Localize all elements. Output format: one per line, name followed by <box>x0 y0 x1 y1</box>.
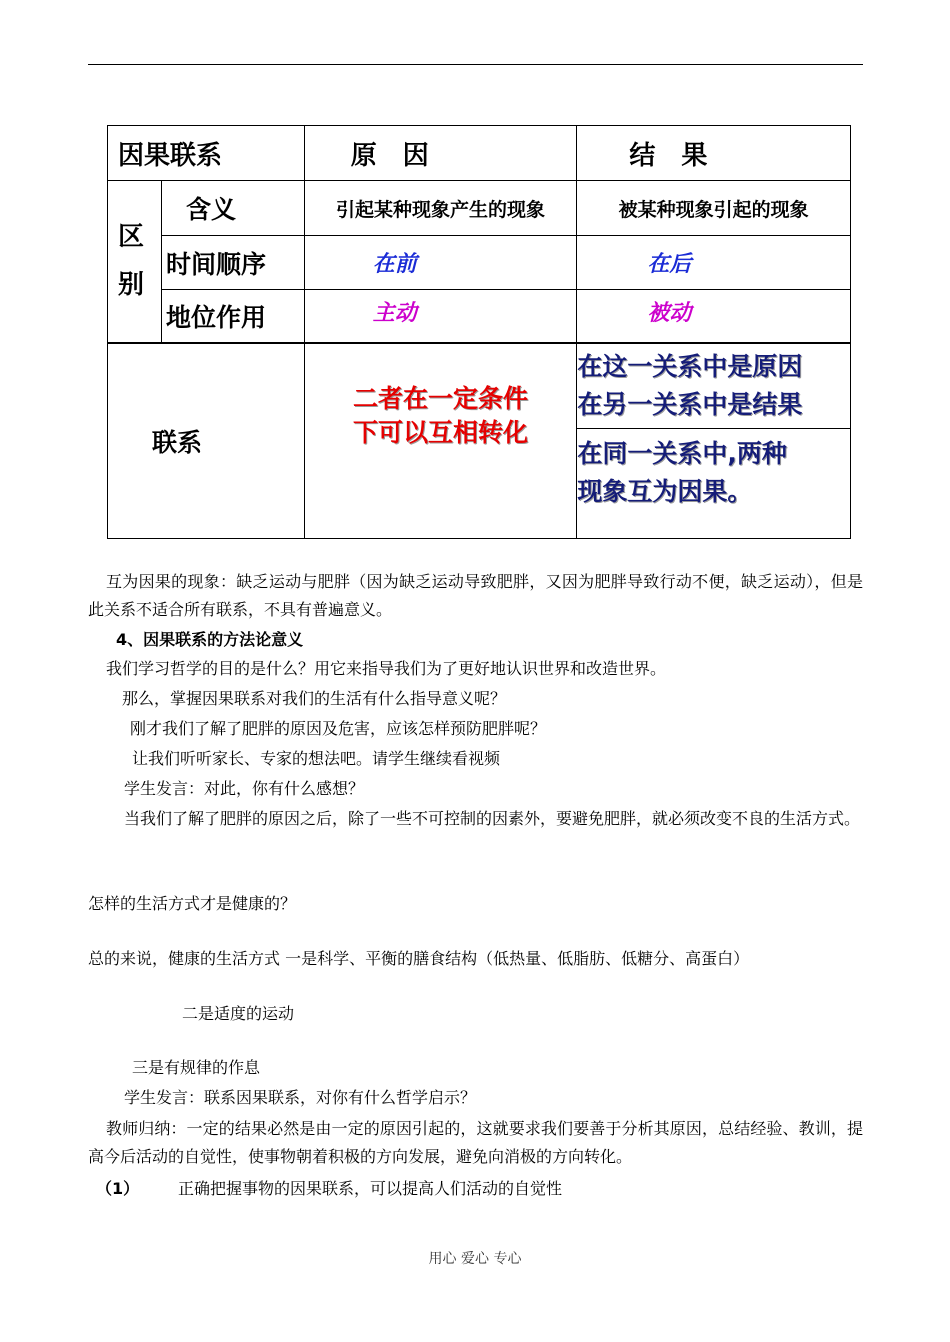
link-label: 联系 <box>108 343 305 539</box>
header-effect: 结 果 <box>577 126 851 181</box>
link-right-top-line-2: 在另一关系中是结果 <box>577 389 803 419</box>
link-right-bottom-line-1: 在同一关系中,两种 <box>577 439 787 468</box>
link-right-bottom <box>577 429 851 539</box>
time-effect-text: 在后 <box>647 251 692 277</box>
row-time-cause <box>304 236 577 290</box>
paragraph-student-question: 学生发言：联系因果联系，对你有什么哲学启示？ <box>124 1088 477 1107</box>
link-right-top <box>577 343 851 429</box>
list-item-number: （1） <box>96 1179 140 1198</box>
distinction-label <box>108 181 162 343</box>
row-role-effect <box>577 290 851 343</box>
header-rule <box>88 64 863 65</box>
paragraph-prevent: 刚才我们了解了肥胖的原因及危害，应该怎样预防肥胖呢？ <box>130 719 547 738</box>
row-meaning-effect: 被某种现象引起的现象 <box>577 181 851 236</box>
paragraph-student-feeling: 学生发言：对此，你有什么感想？ <box>124 779 365 798</box>
row-role-label: 地位作用 <box>161 290 304 343</box>
paragraph-guidance: 那么，掌握因果联系对我们的生活有什么指导意义呢？ <box>122 689 507 708</box>
link-middle <box>304 343 577 539</box>
header-topic: 因果联系 <box>108 126 305 181</box>
time-cause-text: 在前 <box>372 251 417 277</box>
paragraph-purpose: 我们学习哲学的目的是什么？用它来指导我们为了更好地认识世界和改造世界。 <box>106 659 667 678</box>
paragraph-video: 让我们听听家长、专家的想法吧。请学生继续看视频 <box>132 749 501 768</box>
paragraph-lifestyle-change: 当我们了解了肥胖的原因之后，除了一些不可控制的因素外，要避免肥胖，就必须改变不良的生活方式。 <box>124 809 861 828</box>
paragraph-rest: 三是有规律的作息 <box>132 1058 261 1077</box>
paragraph-mutual-cause: 互为因果的现象：缺乏运动与肥胖（因为缺乏运动导致肥胖，又因为肥胖导致行动不便，缺乏运动），但是此关系不适合所有联系，不具有普遍意义。 <box>88 572 863 619</box>
causality-table <box>107 125 851 539</box>
page-footer: 用心 爱心 专心 <box>428 1251 522 1267</box>
paragraph-healthy-diet: 总的来说，健康的生活方式 一是科学、平衡的膳食结构（低热量、低脂肪、低糖分、高蛋白） <box>88 949 750 968</box>
row-time-label: 时间顺序 <box>161 236 304 290</box>
distinction-char-1: 区 <box>118 222 145 253</box>
distinction-char-2: 别 <box>118 270 145 301</box>
question-healthy-lifestyle: 怎样的生活方式才是健康的？ <box>88 894 297 913</box>
link-right-top-line-1: 在这一关系中是原因 <box>577 351 803 381</box>
paragraph-exercise: 二是适度的运动 <box>182 1004 295 1023</box>
link-right-bottom-line-2: 现象互为因果。 <box>577 477 753 506</box>
list-item-text: 正确把握事物的因果联系，可以提高人们活动的自觉性 <box>178 1179 563 1198</box>
header-cause: 原 因 <box>304 126 577 181</box>
section-heading-methodology: 4、因果联系的方法论意义 <box>116 630 304 649</box>
row-meaning-label: 含义 <box>161 181 304 236</box>
row-role-cause <box>304 290 577 343</box>
role-cause-text: 主动 <box>372 300 417 326</box>
paragraph-teacher-summary: 教师归纳：一定的结果必然是由一定的原因引起的，这就要求我们要善于分析其原因，总结经验、教训，提高今后活动的自觉性，使事物朝着积极的方向发展，避免向消极的方向转化。 <box>88 1119 863 1166</box>
row-time-effect <box>577 236 851 290</box>
row-meaning-cause: 引起某种现象产生的现象 <box>304 181 577 236</box>
link-middle-line-1: 二者在一定条件 <box>353 383 529 413</box>
link-middle-line-2: 下可以互相转化 <box>353 417 529 447</box>
role-effect-text: 被动 <box>647 300 692 326</box>
